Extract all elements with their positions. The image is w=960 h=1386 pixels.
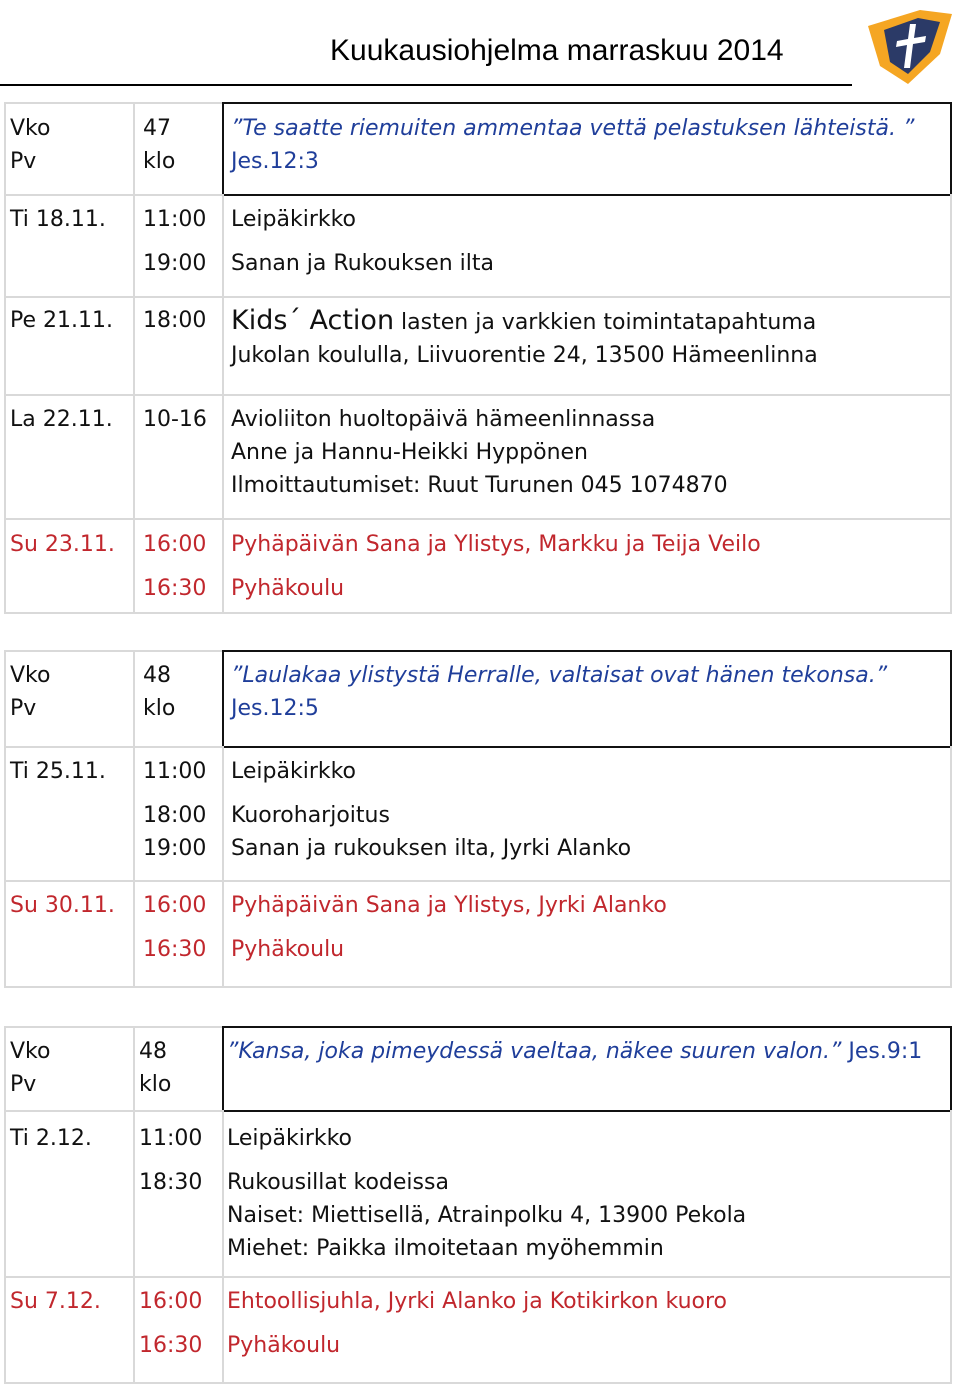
day-date: La 22.11. [10, 407, 113, 432]
week-label: Vko [10, 1039, 51, 1064]
day-label: Pv [10, 149, 37, 174]
time-label: klo [139, 1072, 172, 1097]
week-header-row [4, 650, 952, 755]
bible-verse: ”Laulakaa ylistystä Herralle, valtaisat ovat hänen tekonsa.” [231, 663, 888, 688]
day-row-sunday [4, 1285, 952, 1362]
bible-verse: ”Kansa, joka pimeydessä vaeltaa, näkee suuren valon.” [227, 1039, 842, 1064]
event-time: 16:30 [139, 1333, 203, 1358]
event-title: Sanan ja rukouksen ilta, Jyrki Alanko [231, 836, 632, 861]
day-row [4, 1122, 952, 1265]
event-title: Rukousillat kodeissa [227, 1170, 449, 1195]
event-time: 18:00 [143, 308, 207, 333]
event-title: Pyhäpäivän Sana ja Ylistys, Jyrki Alanko [231, 893, 667, 918]
day-date: Su 23.11. [10, 532, 115, 557]
event-title: Leipäkirkko [231, 207, 357, 232]
event-time: 19:00 [143, 251, 207, 276]
verse-reference: Jes.12:3 [231, 149, 319, 174]
day-row [4, 403, 952, 502]
week-number: 48 [139, 1039, 167, 1064]
event-title: Avioliiton huoltopäivä hämeenlinnassa [231, 407, 656, 432]
event-detail: Naiset: Miettisellä, Atrainpolku 4, 13900 Pekola [227, 1203, 747, 1228]
day-date: Ti 18.11. [10, 207, 106, 232]
title-rule [0, 84, 852, 86]
event-time: 11:00 [143, 759, 207, 784]
event-detail: Anne ja Hannu-Heikki Hyppönen [231, 440, 588, 465]
time-label: klo [143, 696, 176, 721]
day-row [4, 203, 952, 280]
week-header-row [4, 102, 952, 204]
event-time: 16:00 [139, 1289, 203, 1314]
week-label: Vko [10, 116, 51, 141]
day-row-sunday [4, 889, 952, 966]
verse-reference: Jes.12:5 [231, 696, 319, 721]
week-block-49 [4, 1026, 952, 1384]
week-number: 48 [143, 663, 171, 688]
event-time: 19:00 [143, 836, 207, 861]
event-time: 16:00 [143, 893, 207, 918]
week-label: Vko [10, 663, 51, 688]
day-date: Su 7.12. [10, 1289, 101, 1314]
verse-reference: Jes.9:1 [848, 1039, 923, 1064]
event-time: 16:00 [143, 532, 207, 557]
day-label: Pv [10, 1072, 37, 1097]
week-block-48 [4, 650, 952, 988]
event-detail: Miehet: Paikka ilmoitetaan myöhemmin [227, 1236, 664, 1261]
week-number: 47 [143, 116, 171, 141]
event-title: Pyhäkoulu [231, 576, 345, 601]
event-title: Pyhäkoulu [231, 937, 345, 962]
event-location: Jukolan koululla, Liivuorentie 24, 13500 Hämeenlinna [231, 343, 818, 368]
cross-shield-logo-icon [860, 4, 956, 88]
event-title: Sanan ja Rukouksen ilta [231, 251, 495, 276]
page-title: Kuukausiohjelma marraskuu 2014 [330, 34, 784, 67]
event-time: 16:30 [143, 937, 207, 962]
week-block-47 [4, 102, 952, 614]
day-row [4, 304, 952, 372]
day-date: Ti 25.11. [10, 759, 106, 784]
day-date: Pe 21.11. [10, 308, 113, 333]
time-label: klo [143, 149, 176, 174]
day-row [4, 755, 952, 865]
day-label: Pv [10, 696, 37, 721]
event-time: 16:30 [143, 576, 207, 601]
event-title: Pyhäkoulu [227, 1333, 341, 1358]
event-description: lasten ja varkkien toimintatapahtuma [394, 310, 817, 335]
event-time: 10-16 [143, 407, 207, 432]
event-time: 11:00 [139, 1126, 203, 1151]
event-time: 11:00 [143, 207, 207, 232]
event-title: Kuoroharjoitus [231, 803, 390, 828]
event-title: Pyhäpäivän Sana ja Ylistys, Markku ja Teija Veilo [231, 532, 761, 557]
event-title-large: Kids´ Action [231, 305, 395, 336]
event-time: 18:00 [143, 803, 207, 828]
day-date: Ti 2.12. [10, 1126, 92, 1151]
event-title: Leipäkirkko [231, 759, 357, 784]
event-detail: Ilmoittautumiset: Ruut Turunen 045 1074870 [231, 473, 728, 498]
event-title: Leipäkirkko [227, 1126, 353, 1151]
bible-verse: ”Te saatte riemuiten ammentaa vettä pelastuksen lähteistä. ” [231, 116, 915, 141]
day-date: Su 30.11. [10, 893, 115, 918]
week-header-row [4, 1026, 952, 1119]
day-row-sunday [4, 528, 952, 605]
event-time: 18:30 [139, 1170, 203, 1195]
event-title: Ehtoollisjuhla, Jyrki Alanko ja Kotikirkon kuoro [227, 1289, 728, 1314]
